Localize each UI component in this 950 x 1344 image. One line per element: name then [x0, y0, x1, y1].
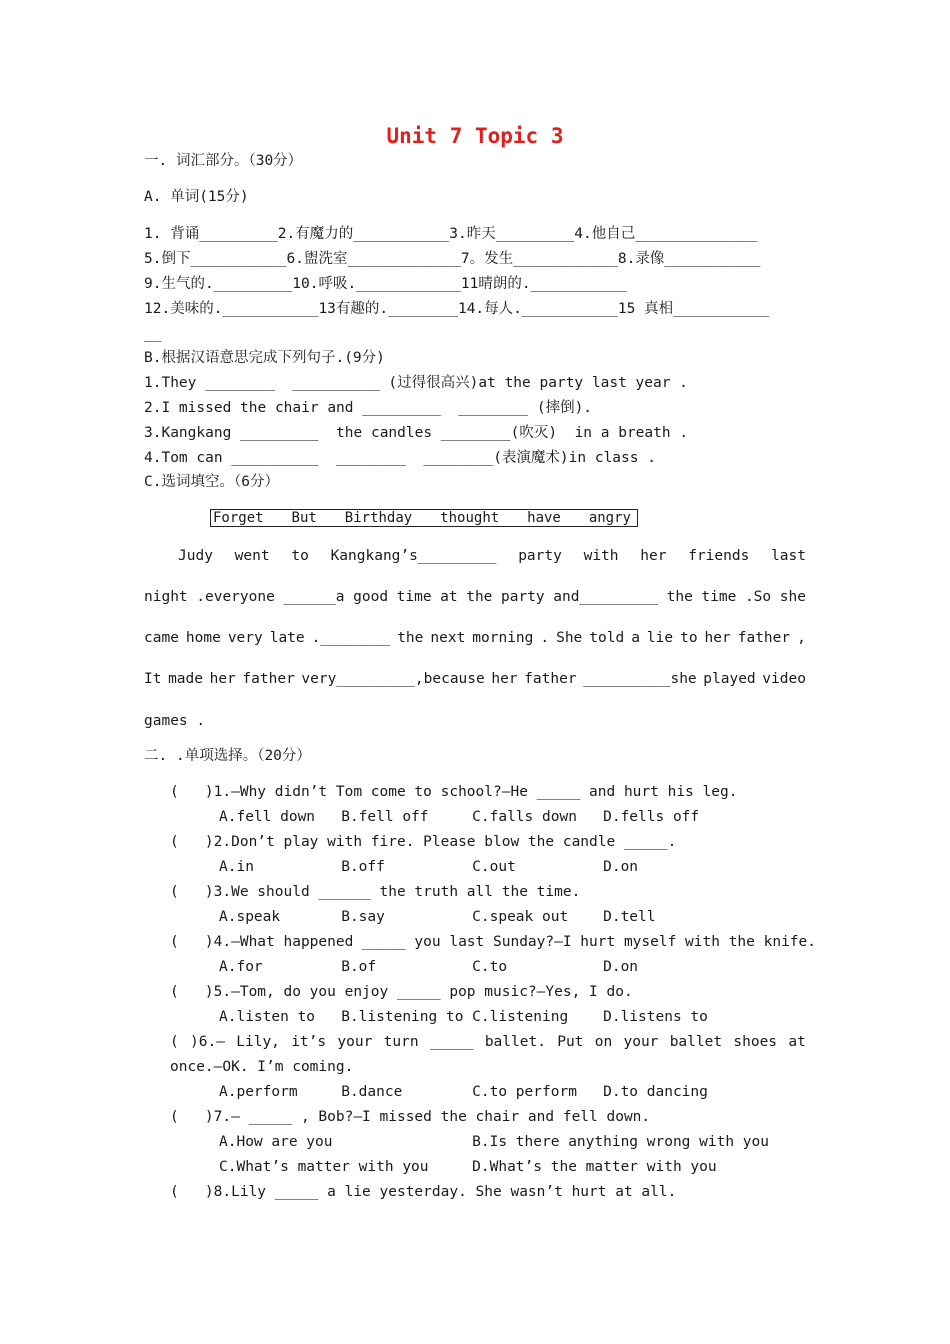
partC-heading: C.选词填空。（6分） — [144, 474, 279, 490]
passage-line-5: games . — [144, 713, 206, 729]
word-bank-item: Birthday — [344, 510, 413, 526]
partA-line-2: 5.倒下___________6.盥洗室_____________7。发生____________8.录像___________ — [144, 251, 761, 267]
word-bank-item: But — [291, 510, 317, 526]
passage-line-3: came home very late .________ the next morning . She told a lie to her father , — [144, 630, 806, 646]
question-2-options: A.in B.off C.out D.on — [219, 859, 639, 875]
section1-heading: 一. 词汇部分。（30分） — [144, 153, 303, 169]
passage-line-4: It made her father very_________,because her father __________she played video — [144, 671, 806, 687]
page-title: Unit 7 Topic 3 — [386, 124, 564, 148]
question-7-options-row-1: A.How are you B.Is there anything wrong with you — [219, 1134, 769, 1150]
question-2: ( )2.Don’t play with fire. Please blow the candle _____. — [170, 834, 677, 850]
word-bank-item: angry — [588, 510, 631, 526]
partA-line-1: 1. 背诵_________2.有魔力的___________3.昨天_________4.他自己______________ — [144, 226, 758, 242]
question-4: ( )4.—What happened _____ you last Sunday?—I hurt myself with the knife. — [170, 934, 817, 950]
word-bank-item: Forget — [213, 510, 264, 526]
question-1-options: A.fell down B.fell off C.falls down D.fells off — [219, 809, 700, 825]
question-6-options: A.perform B.dance C.to perform D.to dancing — [219, 1084, 708, 1100]
partA-line-4: 12.美味的.___________13有趣的.________14.每人.___________15 真相___________ — [144, 301, 770, 317]
question-8: ( )8.Lily _____ a lie yesterday. She wasn’t hurt at all. — [170, 1184, 677, 1200]
partB-line-4: 4.Tom can __________ ________ ________(表演魔术)in class . — [144, 450, 656, 466]
question-6-line-2: once.—OK. I’m coming. — [170, 1059, 354, 1075]
partB-line-2: 2.I missed the chair and _________ ________ (摔倒). — [144, 400, 593, 416]
question-1: ( )1.—Why didn’t Tom come to school?—He _____ and hurt his leg. — [170, 784, 738, 800]
question-6-line-1: ( )6.— Lily, it’s your turn _____ ballet. Put on your ballet shoes at — [170, 1034, 806, 1050]
section2-heading: 二. .单项选择。（20分） — [144, 748, 311, 764]
question-5-options: A.listen to B.listening to C.listening D.listens to — [219, 1009, 708, 1025]
partA-line-3: 9.生气的._________10.呼吸.____________11晴朗的.___________ — [144, 276, 627, 292]
question-4-options: A.for B.of C.to D.on — [219, 959, 639, 975]
word-bank-box — [210, 509, 638, 527]
question-7: ( )7.— _____ , Bob?—I missed the chair and fell down. — [170, 1109, 651, 1125]
partA-line-5: __ — [144, 326, 162, 342]
question-3: ( )3.We should ______ the truth all the time. — [170, 884, 581, 900]
question-7-options-row-2: C.What’s matter with you D.What’s the matter with you — [219, 1159, 717, 1175]
partA-heading: A. 单词(15分) — [144, 189, 249, 205]
passage-line-1: Judy went to Kangkang’s_________ party with her friends last — [178, 548, 806, 564]
question-3-options: A.speak B.say C.speak out D.tell — [219, 909, 656, 925]
partB-line-1: 1.They ________ __________ (过得很高兴)at the party last year . — [144, 375, 688, 391]
partB-line-3: 3.Kangkang _________ the candles ________(吹灭) in a breath . — [144, 425, 689, 441]
question-5: ( )5.—Tom, do you enjoy _____ pop music?—Yes, I do. — [170, 984, 633, 1000]
word-bank-item: thought — [440, 510, 500, 526]
word-bank-item: have — [527, 510, 561, 526]
partB-heading: B.根据汉语意思完成下列句子.(9分) — [144, 350, 385, 366]
passage-line-2: night .everyone ______a good time at the party and_________ the time .So she — [144, 589, 806, 605]
